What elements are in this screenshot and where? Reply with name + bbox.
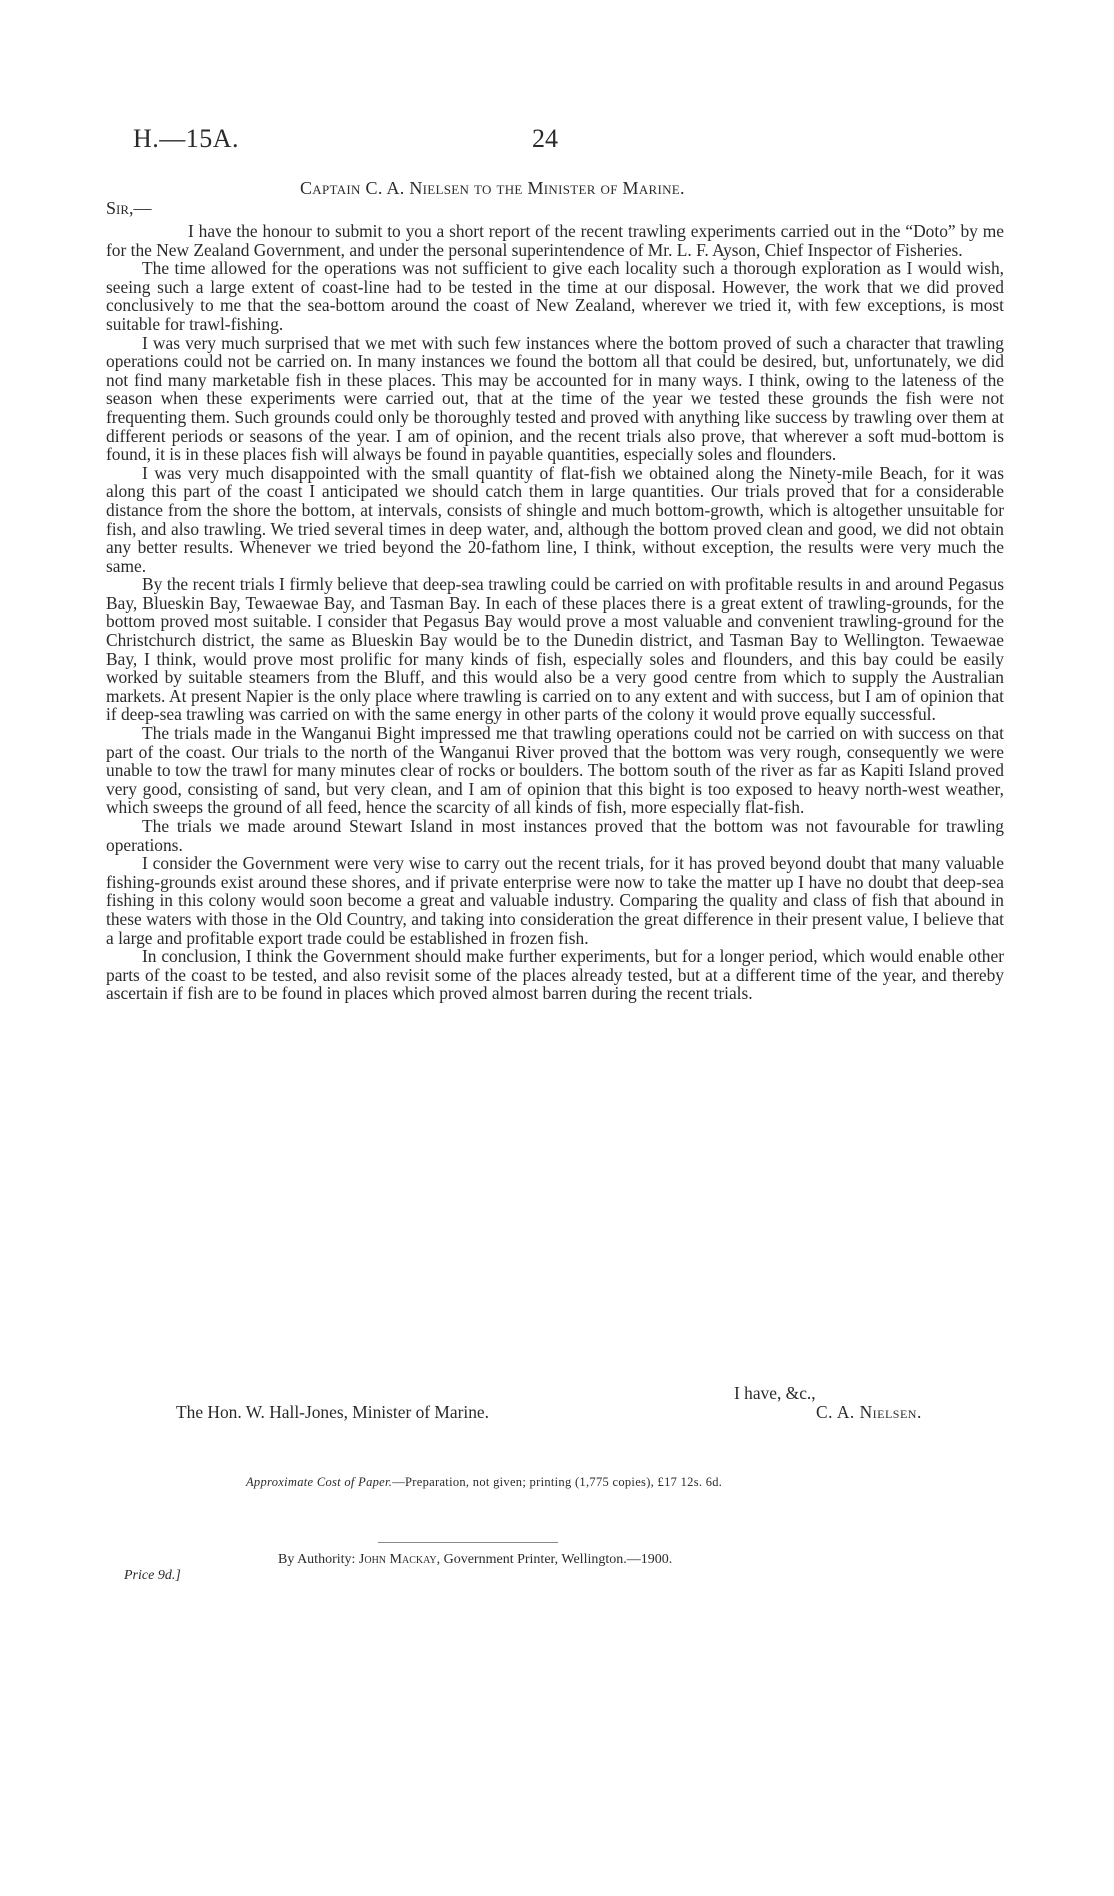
cost-label: Approximate Cost of Paper. <box>246 1475 393 1489</box>
paragraph-1: I have the honour to submit to you a short report of the recent trawling experiments carried out in the “Doto” by me for the New Zealand Government, and under the personal superintendence of Mr. L. F. Ayson, Chief Inspector of Fisheries. <box>106 221 1004 260</box>
printer-rule <box>378 1542 558 1543</box>
salutation: Sir,— <box>106 198 152 218</box>
printer-line <box>278 1552 672 1568</box>
cost-line <box>246 1475 722 1490</box>
paragraph-2: The time allowed for the operations was not sufficient to give each locality such a thorough exploration as I would wish, seeing such a large extent of coast-line had to be tested in the time at our disposal. However, the work that we did proved conclusively to me that the sea-bottom around the coast of New Zealand, wherever we tried it, with few exceptions, is most suitable for trawl-fishing. <box>106 258 1004 334</box>
price: Price 9d.] <box>124 1568 181 1583</box>
printer-name: John Mackay <box>358 1552 437 1567</box>
printer-suffix: , Government Printer, Wellington.—1900. <box>436 1552 673 1567</box>
paragraph-3: I was very much surprised that we met with such few instances where the bottom proved of such a character that trawling operations could not be carried on. In many instances we found the bottom all that could be desired, but, unfortunately, we did not find many marketable fish in these places. This may be accounted for in many ways. I think, owing to the lateness of the season when these experiments were carried out, that at the time of the year we tested these grounds the fish were not frequenting them. Such grounds could only be thoroughly tested and proved with anything like success by trawling over them at different periods or seasons of the year. I am of opinion, and the recent trials also prove, that wherever a soft mud-bottom is found, it is in these places fish will always be found in payable quantities, especially soles and flounders. <box>106 332 1004 465</box>
paragraph-4: I was very much disappointed with the small quantity of flat-fish we obtained along the Ninety-mile Beach, for it was along this part of the coast I anticipated we should catch them in large quantities. Our trials proved that for a considerable distance from the shore the bottom, at intervals, consists of shingle and much bottom-growth, which is altogether unsuitable for fish, and also trawling. We tried several times in deep water, and, although the bottom proved clean and good, we did not obtain any better results. Whenever we tried beyond the 20-fathom line, I think, without exception, the results were very much the same. <box>106 462 1004 576</box>
paragraph-7: The trials we made around Stewart Island in most instances proved that the bottom was not favourable for trawling operations. <box>106 816 1004 855</box>
paragraph-8: I consider the Government were very wise to carry out the recent trials, for it has proved beyond doubt that many valuable fishing-grounds exist around these shores, and if private enterprise were now to take the matter up I have no doubt that deep-sea fishing in this colony would soon become a great and valuable industry. Comparing the quality and class of fish that abound in these waters with those in the Old Country, and taking into consideration the great difference in their present value, I believe that a large and profitable export trade could be established in frozen fish. <box>106 853 1004 948</box>
addressee: The Hon. W. Hall-Jones, Minister of Marine. <box>176 1402 489 1422</box>
signature: C. A. Nielsen. <box>816 1402 922 1422</box>
header-ref: H.—15A. <box>133 124 240 153</box>
cost-text: —Preparation, not given; printing (1,775 copies), £17 12s. 6d. <box>392 1475 723 1489</box>
letter-heading: Captain C. A. Nielsen to the Minister of Marine. <box>300 178 685 198</box>
paragraph-9: In conclusion, I think the Government should make further experiments, but for a longer period, which would enable other parts of the coast to be tested, and also revisit some of the places already tested, but at a different time of the year, and thereby ascertain if fish are to be found in places which proved almost barren during the recent trials. <box>106 946 1004 1004</box>
page-number: 24 <box>532 124 558 153</box>
paragraph-5: By the recent trials I firmly believe that deep-sea trawling could be carried on with profitable results in and around Pegasus Bay, Blueskin Bay, Tewaewae Bay, and Tasman Bay. In each of these places there is a great extent of trawling-grounds, for the bottom proved most suitable. I consider that Pegasus Bay would prove a most valuable and convenient trawling-ground for the Christchurch district, the same as Blueskin Bay would be to the Dunedin district, and Tasman Bay to Wellington. Tewaewae Bay, I think, would prove most prolific for many kinds of fish, especially soles and flounders, and this bay could be easily worked by suitable steamers from the Bluff, and this would also be a very good centre from which to supply the Australian markets. At present Napier is the only place where trawling is carried on to any extent and with success, but I am of opinion that if deep-sea trawling was carried on with the same energy in other parts of the colony it would prove equally successful. <box>106 574 1004 725</box>
paragraph-6: The trials made in the Wanganui Bight impressed me that trawling operations could not be carried on with success on that part of the coast. Our trials to the north of the Wanganui River proved that the bottom was very rough, consequently we were unable to tow the trawl for many minutes clear of rocks or boulders. The bottom south of the river as far as Kapiti Island proved very good, consisting of sand, but very clean, and I am of opinion that this bight is too exposed to heavy north-west weather, which sweeps the ground of all feed, hence the scarcity of all kinds of fish, more especially flat-fish. <box>106 723 1004 818</box>
closing: I have, &c., <box>734 1383 816 1403</box>
letter-body <box>106 222 1004 1003</box>
printer-prefix: By Authority: <box>278 1552 359 1567</box>
